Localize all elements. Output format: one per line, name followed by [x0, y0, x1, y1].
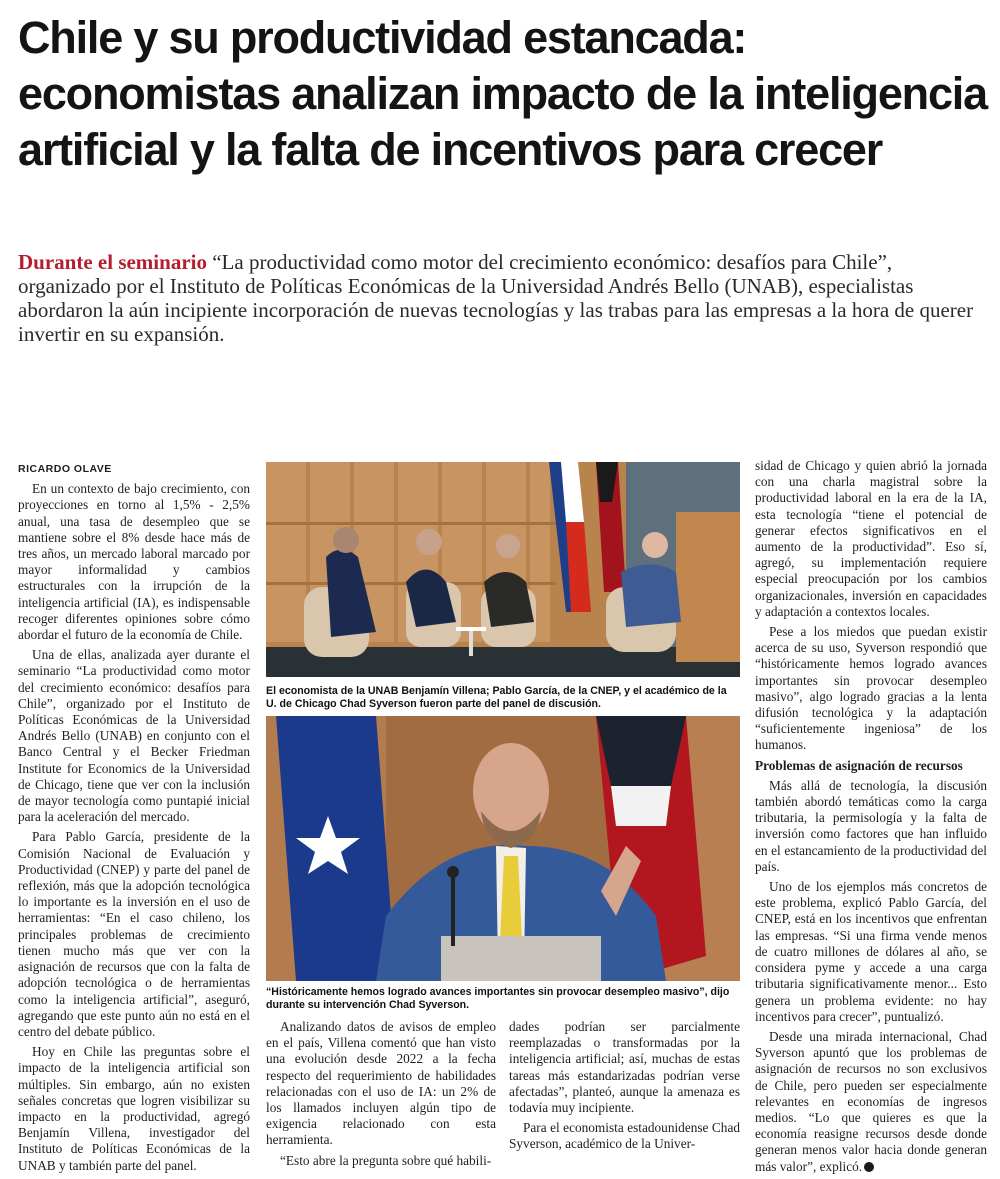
article-column-2 [266, 1019, 496, 1173]
section-subhead: Problemas de asignación de recursos [755, 757, 963, 773]
paragraph: Uno de los ejemplos más concretos de este problema, explicó Pablo García, del CNEP, está en los incentivos que enfrentan las empresas. “Si una firma vende menos de cuatro millones de dólares al año, se considera pyme y accede a una carga tributaria significativamente menor... Esto genera un problema evidente: no hay incentivos para crecer”, puntualizó. [755, 879, 987, 1024]
paragraph: Hoy en Chile las preguntas sobre el impacto de la inteligencia artificial son múltiples. Sin embargo, aún no existen señales concretas que logren visibilizar su impacto en la productividad, agregó Benjamín Villena, investigador del Instituto de Políticas Económicas de la UNAB y también parte del panel. [18, 1044, 250, 1173]
paragraph: Para el economista estadounidense Chad Syverson, académico de la Univer- [509, 1120, 740, 1152]
article-column-3 [509, 1019, 740, 1157]
paragraph: Analizando datos de avisos de empleo en el país, Villena comentó que han visto una evolución desde 2022 a la fecha respecto del requerimiento de habilidades relacionadas con el uso de IA: un 2% de los llamados incluyen algún tipo de exigencia relacionado con esta herramienta. [266, 1019, 496, 1148]
end-of-article-icon [864, 1162, 874, 1172]
paragraph: Más allá de tecnología, la discusión también abordó temáticas como la carga tributaria, la permisología y la falta de inversión como factores que han influido en el estancamiento de la productividad del país. [755, 777, 987, 874]
article-column-1 [18, 461, 250, 1178]
paragraph [755, 1029, 987, 1175]
lede [18, 250, 978, 346]
paragraph: En un contexto de bajo crecimiento, con proyecciones en torno al 1,5% - 2,5% anual, una tasa de desempleo que se mantiene sobre el 8% desde hace más de tres años, un mercado laboral marcado por mayor informalidad y cambios estructurales con la irrupción de la inteligencia artificial (IA), es indispensable recoger diferentes opiniones sobre cómo abordar el futuro de la economía de Chile. [18, 481, 250, 643]
paragraph: Para Pablo García, presidente de la Comisión Nacional de Evaluación y Productividad (CNEP) y parte del panel de reflexión, más que la adopción tecnológica lo importante es la inversión en el uso de herramientas: “En el caso chileno, los principales problemas de crecimiento tienen mucho más que ver con la asignación de recursos que con la falta de adopción tecnológica o de herramientas como la inteligencia artificial”, aseguró, agregando que este punto aún no está en el centro del debate público. [18, 829, 250, 1039]
byline: RICARDO OLAVE [18, 463, 112, 475]
article-column-4 [755, 458, 987, 1179]
panel-photo-caption: El economista de la UNAB Benjamín Villena; Pablo García, de la CNEP, y el académico de la U. de Chicago Chad Syverson fueron parte del panel de discusión. [266, 685, 727, 710]
paragraph: sidad de Chicago y quien abrió la jornada con una charla magistral sobre la productividad laboral en la era de la IA, esta tecnología “tiene el potencial de generar efectos significativos en el aumento de la productividad”. Eso sí, agregó, su implementación requiere especial preocupación por los cambios organizacionales, inversión en capacidades y adaptación a contextos locales. [755, 458, 987, 619]
speaker-photo [266, 716, 740, 981]
paragraph-text: Desde una mirada internacional, Chad Syverson apuntó que los problemas de asignación de recursos no son exclusivos de Chile, pero pueden ser especialmente relevantes en economías de ingresos medios. “Lo que quieres es que la economía reasigne recursos desde donde generan menos valor hacia donde generan más valor”, explicó. [755, 1028, 987, 1174]
headline: Chile y su productividad estancada: economistas analizan impacto de la inteligencia artificial y la falta de incentivos para crecer [18, 12, 987, 175]
lede-body: “La productividad como motor del crecimiento económico: desafíos para Chile”, organizado por el Instituto de Políticas Económicas de la Universidad Andrés Bello (UNAB), especialistas abordaron la aún incipiente incorporación de nuevas tecnologías y las trabas para las empresas a la hora de querer invertir en su expansión. [18, 250, 974, 346]
paragraph: dades podrían ser parcialmente reemplazadas o transformadas por la inteligencia artificial; así, muchas de estas tareas más estandarizadas podrían verse afectadas”, planteó, aunque la amenaza es todavía muy incipiente. [509, 1019, 740, 1116]
paragraph: “Esto abre la pregunta sobre qué habili- [280, 1152, 492, 1168]
lede-lead: Durante el seminario [18, 250, 207, 274]
paragraph: Pese a los miedos que puedan existir acerca de su uso, Syverson respondió que “históricamente hemos logrado avances importantes sin provocar desempleo masivo”, algo logrado gracias a la lenta difusión tecnológica y la adaptación “suficientemente ingeniosa” de los humanos. [755, 624, 987, 753]
panel-photo [266, 462, 740, 677]
speaker-photo-caption: “Históricamente hemos logrado avances importantes sin provocar desempleo masivo”, dijo durante su intervención Chad Syverson. [266, 986, 730, 1011]
paragraph: Una de ellas, analizada ayer durante el seminario “La productividad como motor del crecimiento económico: desafíos para Chile”, organizado por el Instituto de Políticas Económicas de la Universidad Andrés Bello (UNAB) en conjunto con el Banco Central y el Becker Friedman Institute for Economics de la Universidad de Chicago, tiene que ver con la inclusión de mayor tecnología como puntapié inicial para la aceleración del mercado. [18, 647, 250, 825]
